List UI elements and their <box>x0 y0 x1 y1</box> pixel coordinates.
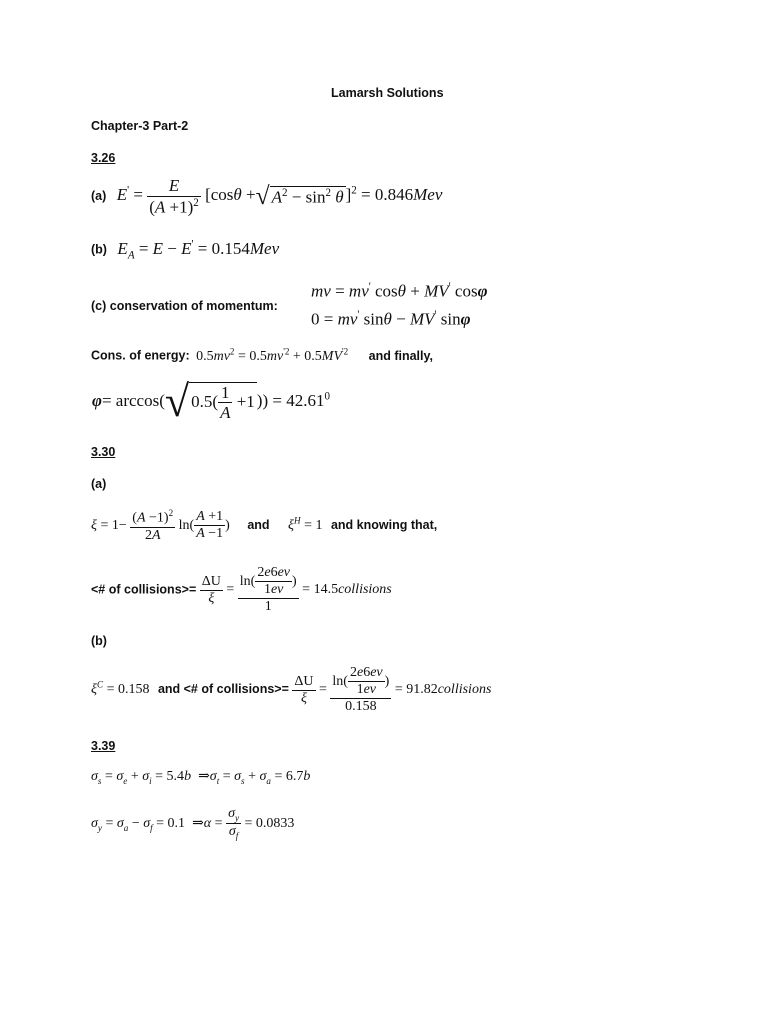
xi-c-eq: $\xi^C = 0.158$ <box>91 679 150 698</box>
eq-326a-unit: Mev <box>413 185 443 205</box>
momentum-eq-2: 0 = mv' sinθ − MV' sinφ <box>311 309 471 329</box>
sigma-s-value: = 5.4 <box>155 769 185 784</box>
phi-eq: φ= arccos(√ 0.5( $\frac{1}{A}$ +1 )) = $42.61^0$ <box>92 377 330 426</box>
part-b-label: (b) <box>91 242 107 257</box>
collisions-eq-a <box>91 565 392 615</box>
collisions-eq-b-math: $\frac{\Delta U}{\xi}$ = ln( $\frac{2e6ev}{1ev}$ ) 0.158 = 91.82collisions <box>294 665 492 715</box>
sigma-eq-2: $\sigma_y = \sigma_a - \sigma_f = 0.1$ ⇒α = $\frac{\sigma_y}{\sigma_f}$ = 0.0833 <box>91 806 295 842</box>
document-title: Lamarsh Solutions <box>331 86 444 100</box>
eq-326b-math: $E_A = E - E' = 0.154Mev$ <box>117 238 280 262</box>
eq-326b <box>91 238 279 261</box>
collisions-result-b: = 91.82 <box>394 682 438 698</box>
collisions-label-a: <# of collisions>= <box>91 582 197 597</box>
energy-eq: $0.5mv^2 = 0.5mv^{'2} + 0.5MV^{'2}$ <box>196 346 349 364</box>
sigma-y-value: = 0.1 <box>156 815 186 831</box>
eq-326b-result: = 0.154 <box>197 238 250 258</box>
collisions-eq-b <box>91 665 491 715</box>
momentum-eq-1: mv = mv' cosθ + MV' cosφ <box>311 281 488 301</box>
problem-3-39-heading: 3.39 <box>91 739 116 753</box>
eq-326a-result: = 0.846 <box>361 185 414 205</box>
eq-326a-math: E' = $\frac{E}{(A +1)^2}$ [cosθ +√ $A^2 - \sin^2 \theta$ ]$^2$ = 0.846Mev <box>116 176 443 217</box>
xi-eq-math: ξ = 1− $\frac{(A -1)^2}{2A}$ ln( $\frac{A +1}{A -1}$ ) <box>91 508 234 543</box>
xi-h-eq: $\xi^H = 1$ <box>288 515 323 534</box>
xi-c-value: = 0.158 <box>106 682 150 698</box>
and-label: and <box>247 518 270 533</box>
knowing-label: and knowing that, <box>330 518 438 533</box>
energy-label: Cons. of energy: <box>91 348 190 363</box>
part-a-label: (a) <box>91 189 107 204</box>
xi-eq <box>91 508 437 544</box>
collisions-eq-a-math: $\frac{\Delta U}{\xi}$ = ln( $\frac{2e6ev}{1ev}$ ) 1 = 14.5collisions <box>201 565 392 615</box>
collisions-label-b: and <# of collisions>= <box>157 682 289 697</box>
part-a-label-330: (a) <box>91 477 107 491</box>
part-c-label: (c) conservation of momentum: <box>91 299 278 313</box>
phi-result: )) = 42.61 <box>256 391 325 411</box>
alpha-value: = 0.0833 <box>244 815 295 831</box>
part-b-label-330: (b) <box>91 634 107 648</box>
sigma-eq-1: $\sigma_s = \sigma_e + \sigma_i = 5.4b$ $\Rightarrow\sigma_t = \sigma_s + \sigma_a = 6.7b$ <box>91 769 311 786</box>
eq-326b-unit: Mev <box>249 238 280 258</box>
eq-326a <box>91 176 442 217</box>
problem-3-30-heading: 3.30 <box>91 445 116 459</box>
problem-3-26-heading: 3.26 <box>91 151 116 165</box>
collisions-result-a: = 14.5 <box>302 582 339 598</box>
chapter-heading: Chapter-3 Part-2 <box>91 119 189 133</box>
energy-tail: and finally, <box>368 348 434 363</box>
collisions-b-denominator: 0.158 <box>345 699 377 715</box>
sigma-t-value: = 6.7 <box>274 769 304 784</box>
energy-line <box>91 346 433 365</box>
